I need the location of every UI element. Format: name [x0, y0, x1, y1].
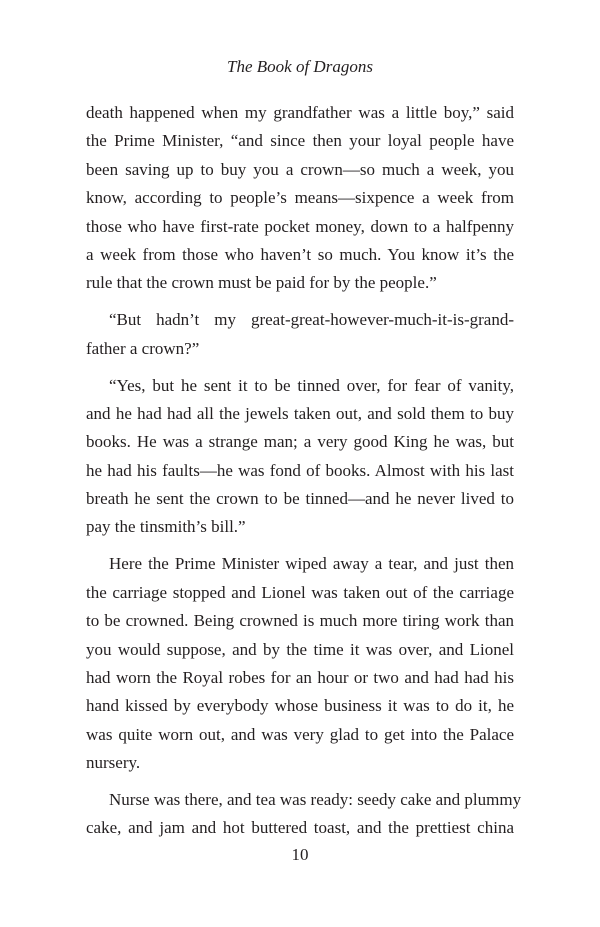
text-line: been saving up to buy you a crown—so much a week, you [86, 159, 514, 179]
paragraph [86, 372, 514, 542]
text-line: Here the Prime Minister wiped away a tear, and just then [109, 554, 514, 574]
running-head: The Book of Dragons [227, 57, 373, 76]
text-line: pay the tinsmith’s bill.” [86, 517, 246, 537]
text-line: know, according to people’s means—sixpence a week from [86, 188, 514, 208]
paragraph [86, 306, 514, 363]
text-line: breath he sent the crown to be tinned—and he never lived to [86, 489, 514, 509]
text-line: “Yes, but he sent it to be tinned over, for fear of vanity, [109, 375, 514, 395]
text-line: hand kissed by everybody whose business it was to do it, he [86, 696, 514, 716]
text-line: was quite worn out, and was very glad to get into the Palace [86, 724, 514, 744]
paragraph [86, 786, 522, 843]
text-line: father a crown?” [86, 338, 200, 358]
text-line: and he had had all the jewels taken out, and sold them to buy [86, 403, 514, 423]
text-line: books. He was a strange man; a very good King he was, but [86, 432, 514, 452]
page-number: 10 [291, 845, 309, 864]
text-line: Nurse was there, and tea was ready: seedy cake and plummy [109, 789, 522, 809]
text-line: a week from those who haven’t so much. You know it’s the [86, 244, 514, 264]
text-line: had worn the Royal robes for an hour or two and had had his [86, 667, 514, 687]
text-line: those who have first-rate pocket money, down to a halfpenny [86, 216, 514, 236]
text-line: you would suppose, and by the time it was over, and Lionel [86, 639, 514, 659]
body-text [86, 99, 522, 843]
text-line: rule that the crown must be paid for by the people.” [86, 273, 437, 293]
paragraph [86, 550, 514, 777]
text-line: “But hadn’t my great-great-however-much-it-is-grand- [109, 310, 514, 330]
text-line: he had his faults—he was fond of books. Almost with his last [86, 460, 514, 480]
text-line: the Prime Minister, “and since then your loyal people have [86, 131, 514, 151]
text-line: death happened when my grandfather was a little boy,” said [86, 103, 514, 122]
text-line: the carriage stopped and Lionel was taken out of the carriage [86, 582, 514, 602]
paragraph [86, 99, 514, 298]
text-line: to be crowned. Being crowned is much more tiring work than [86, 611, 514, 631]
text-line: cake, and jam and hot buttered toast, and the prettiest china [86, 818, 514, 838]
text-line: nursery. [86, 753, 141, 773]
